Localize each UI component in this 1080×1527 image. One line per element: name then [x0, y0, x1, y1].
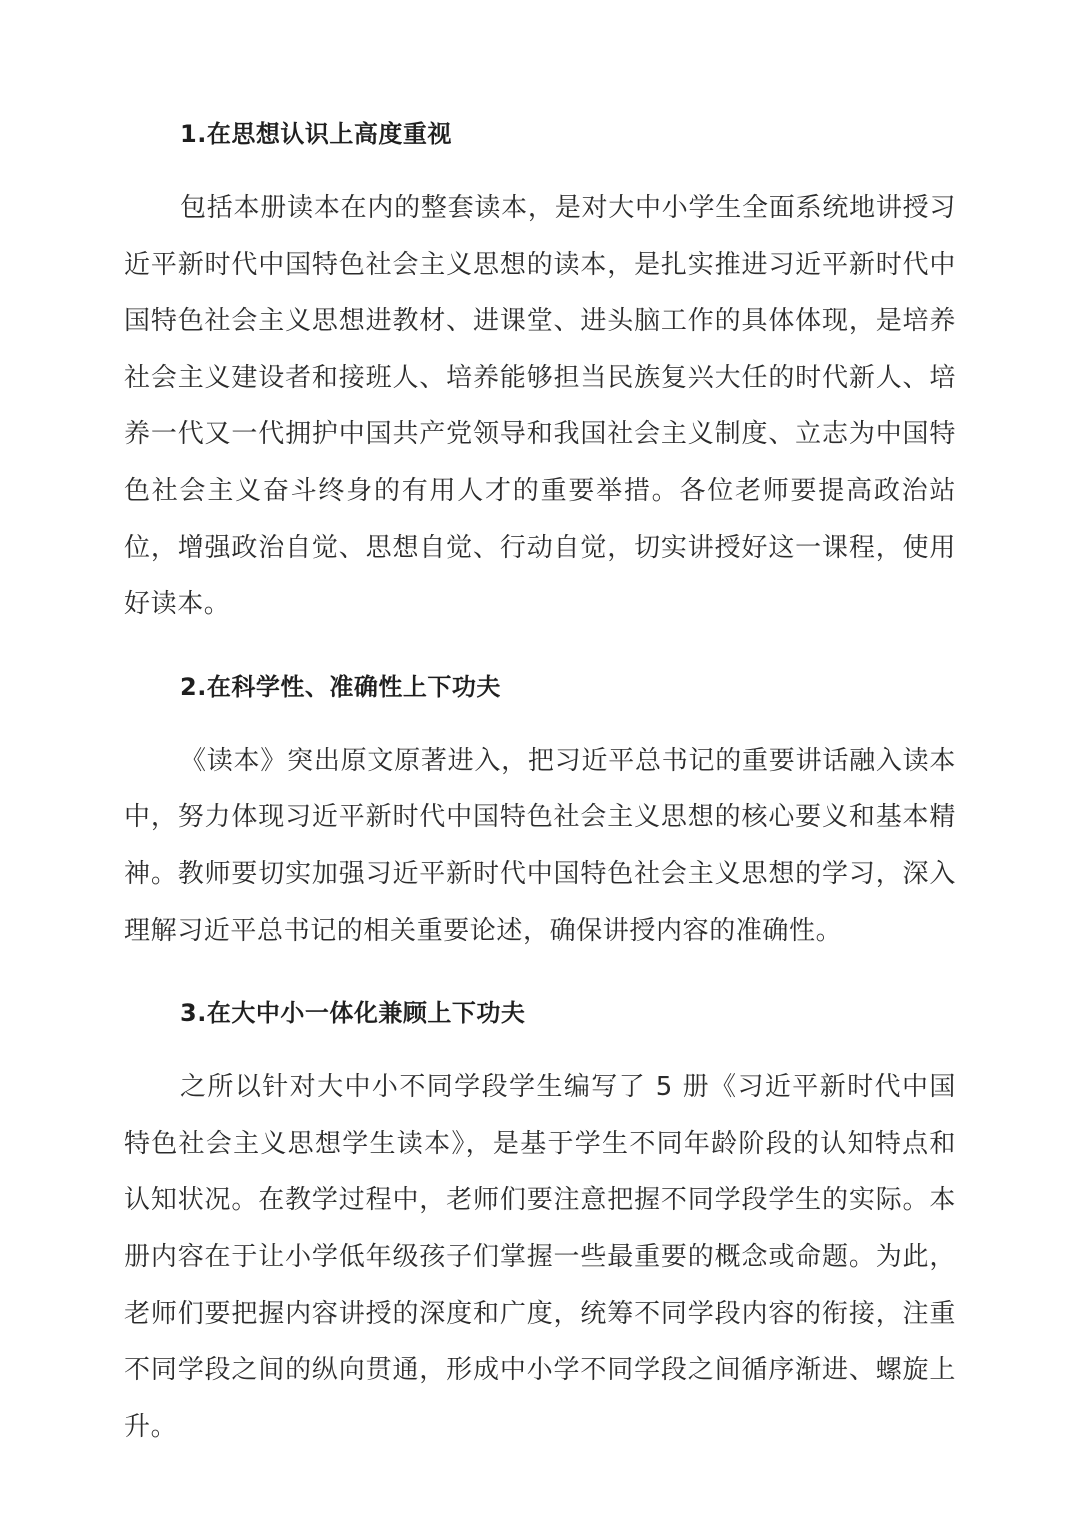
section-heading: 1.在思想认识上高度重视 — [180, 120, 452, 148]
section-heading: 3.在大中小一体化兼顾上下功夫 — [180, 999, 526, 1028]
section-paragraph: 之所以针对大中小不同学段学生编写了 5 册《习近平新时代中国特色社会主义思想学生读本》，是基于学生不同年龄阶段的认知特点和认知状况。在教学过程中，老师们要注意把握不同学段学生的实际。本册内容在于让小学低年级孩子们掌握一些最重要的概念或命题。为此，老师们要把握内容讲授的深度和广度，统筹不同学段内容的衔接，注重不同学段之间的纵向贯通，形成中小学不同学段之间循序渐进、螺旋上升。 — [124, 1072, 956, 1442]
section-1 — [124, 110, 956, 633]
section-heading: 2.在科学性、准确性上下功夫 — [180, 672, 501, 701]
section-2 — [124, 663, 956, 959]
section-3 — [124, 989, 956, 1455]
section-paragraph: 包括本册读本在内的整套读本，是对大中小学生全面系统地讲授习近平新时代中国特色社会主义思想的读本，是扎实推进习近平新时代中国特色社会主义思想进教材、进课堂、进头脑工作的具体体现，是培养社会主义建设者和接班人、培养能够担当民族复兴大任的时代新人、培养一代又一代拥护中国共产党领导和我国社会主义制度、立志为中国特色社会主义奋斗终身的有用人才的重要举措。各位老师要提高政治站位，增强政治自觉、思想自觉、行动自觉，切实讲授好这一课程，使用好读本。 — [124, 193, 956, 620]
document-content — [124, 110, 956, 1455]
section-paragraph: 《读本》突出原文原著进入，把习近平总书记的重要讲话融入读本中，努力体现习近平新时代中国特色社会主义思想的核心要义和基本精神。教师要切实加强习近平新时代中国特色社会主义思想的学习，深入理解习近平总书记的相关重要论述，确保讲授内容的准确性。 — [124, 745, 956, 946]
